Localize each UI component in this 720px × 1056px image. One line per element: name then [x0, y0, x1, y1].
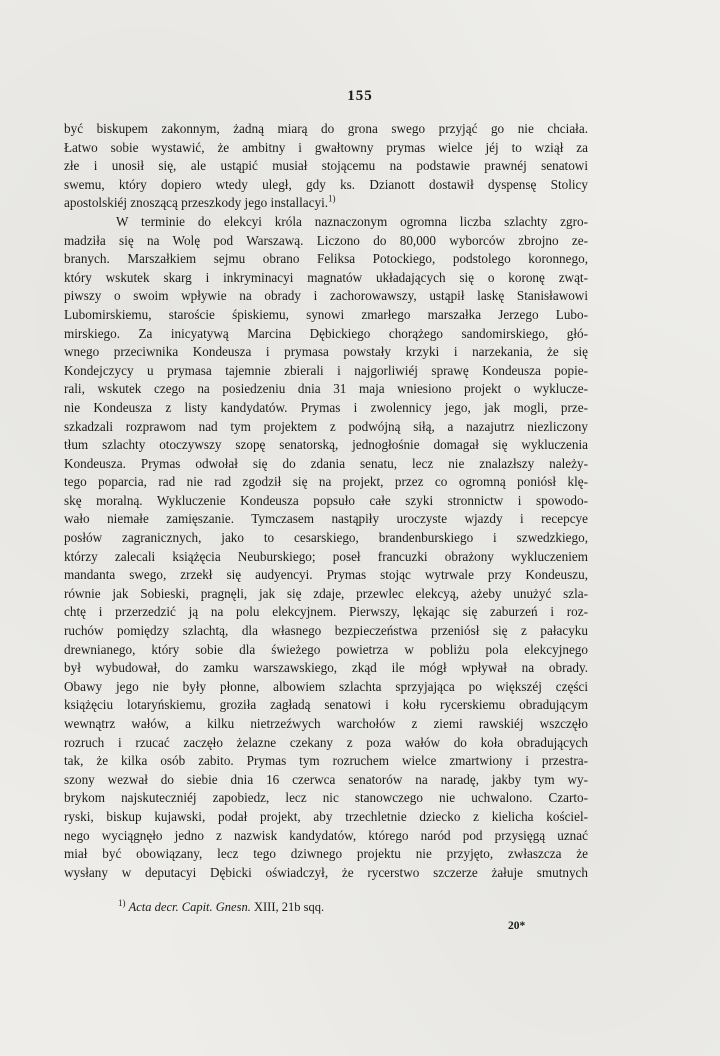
paragraph-start-line: W terminie do elekcyi króla naznaczonym ogromna liczba szlachty zgro- — [116, 213, 588, 229]
text-line: był wybudował, do zamku warszawskiego, zkąd ile mógł wpływał na obrady. — [64, 660, 588, 676]
text-line: którzy zalecali książęcia Neuburskiego; poseł francuzki obrażony wykluczeniem — [64, 548, 588, 564]
text-line: piwszy o swoim wpływie na obrady i zachorowawszy, ustąpił laskę Stanisławowi — [64, 288, 588, 304]
text-line: ruchów pomiędzy szlachtą, dla własnego bezpieczeństwa przeniósł się z pałacyku — [64, 623, 588, 639]
text-line: nego wyciągnęło jedno z nazwisk kandydatów, którego naród pod przysięgą uznać — [64, 827, 588, 843]
text-line: złe i unosił się, ale ustąpić musiał stojącemu na podstawie prawnéj senatowi — [64, 158, 588, 174]
footnote — [118, 897, 325, 915]
text-line: książęciu lotaryńskiemu, groziła zagładą senatowi i kołu rycerskiemu obradującym — [64, 697, 588, 713]
text-line: równie jak Sobieski, pragnęli, jak się zdaje, przewlec elekcyą, ażeby unużyć szla- — [64, 585, 588, 601]
text-line: rozruch i rzucać zaczęło żelazne czekany z poza wałów do koła obradujących — [64, 734, 588, 750]
text-line: drewnianego, który sobie dla świeżego powietrza w pobliżu pola elekcyjnego — [64, 641, 588, 657]
text-line: szony wezwał do siebie dnia 16 czerwca senatorów na naradę, jakby tym wy- — [64, 771, 588, 787]
text-line: Łatwo sobie wystawić, że ambitny i gwałtowny prymas wielce jéj to wziął za — [64, 139, 588, 155]
footnote-reference-text: XIII, 21b sqq. — [253, 900, 325, 914]
text-line — [64, 194, 588, 213]
text-line: branych. Marszałkiem sejmu obrano Feliksa Potockiego, podstolego koronnego, — [64, 251, 588, 267]
text-line: mandanta swego, zrzekł się audyencyi. Prymas stojąc wytrwale przy Kondeuszu, — [64, 567, 588, 583]
footnote-reference: 1) — [328, 194, 336, 204]
text-line: miał być obowiązany, lecz tego dziwnego projektu nie przyjęto, zwłaszcza że — [64, 846, 588, 862]
printer-signature: 20* — [508, 920, 526, 932]
text-line: wysłany w deputacyi Dębicki oświadczył, że rycerstwo szczerze żałuje smutnych — [64, 864, 588, 880]
footnote-citation: Acta decr. Capit. Gnesn. — [128, 900, 251, 914]
text-line: ryski, biskup kujawski, podał projekt, aby trzechletnie dziecko z kielicha kościel- — [64, 808, 588, 824]
text-line: który wskutek skarg i inkryminacyi magnatów układających się o koronę zwąt- — [64, 269, 588, 285]
text-line: nie Kondeusza z listy kandydatów. Prymas i zwolennicy jego, jak mogli, prze- — [64, 399, 588, 415]
text-line: wnego przeciwnika Kondeusza i prymasa powstały krzyki i narzekania, że się — [64, 344, 588, 360]
text-line: Lubomirskiemu, staroście śpiskiemu, synowi zmarłego marszałka Jerzego Lubo- — [64, 306, 588, 322]
text-line: wało niemałe zamięszanie. Tymczasem nastąpiły uroczyste wjazdy i recepcye — [64, 511, 588, 527]
text-line-content: apostolskiéj znoszącą przeszkody jego installacyi. — [64, 195, 329, 211]
text-line: posłów zagranicznych, jako to cesarskiego, brandenburskiego i szwedzkiego, — [64, 530, 588, 546]
text-line: madziła się na Wolę pod Warszawą. Liczono do 80,000 wyborców zbrojno ze- — [64, 232, 588, 248]
text-line: mirskiego. Za inicyatywą Marcina Dębickiego chorążego sandomirskiego, głó- — [64, 325, 588, 341]
text-line: tak, że kilka osób zabito. Prymas tym rozruchem wielce zmartwiony i przestra- — [64, 753, 588, 769]
text-line: swemu, który dopiero wtedy uległ, gdy ks. Dzianott dostawił dyspensę Stolicy — [64, 176, 588, 192]
text-line: brykom najskuteczniéj zapobiedz, lecz nic stanowczego nie uchwalono. Czarto- — [64, 790, 588, 806]
text-line: szkadzali rozprawom nad tym projektem z podwójną siłą, a nazajutrz niezliczony — [64, 418, 588, 434]
text-line: rali, wskutek czego na posiedzeniu dnia 31 maja wniesiono projekt o wyklucze- — [64, 381, 588, 397]
text-line: Kondejczycy u prymasa tajemnie zbierali i najgorliwiéj sprawę Kondeusza popie- — [64, 362, 588, 378]
text-line: skę moralną. Wykluczenie Kondeusza popsuło całe szyki stronnictw i spowodo- — [64, 492, 588, 508]
page-number: 155 — [347, 88, 373, 104]
footnote-marker: 1) — [118, 897, 126, 908]
text-line: tego poparcia, rad nie rad zgodził się na projekt, przez co ogromną poniósł klę- — [64, 474, 588, 490]
text-line: tłum szlachty otoczywszy szopę senatorską, jednogłośnie domagał się wykluczenia — [64, 437, 588, 453]
text-line: być biskupem zakonnym, żadną miarą do grona swego przyjąć go nie chciała. — [64, 121, 588, 136]
text-line: Kondeusza. Prymas odwołał się do zdania senatu, lecz nie znalazłszy należy- — [64, 455, 588, 471]
text-line: chtę i przerzedzić ją na polu elekcyjnem. Pierwszy, lękając się zaburzeń i roz- — [64, 604, 588, 620]
body-text — [64, 120, 588, 882]
text-line: wewnątrz wałów, a kilku nietrzeźwych warchołów z ziemi rawskiéj wszczęło — [64, 716, 588, 731]
text-line: Obawy jego nie były płonne, albowiem szlachta sprzyjająca po większéj części — [64, 678, 588, 694]
